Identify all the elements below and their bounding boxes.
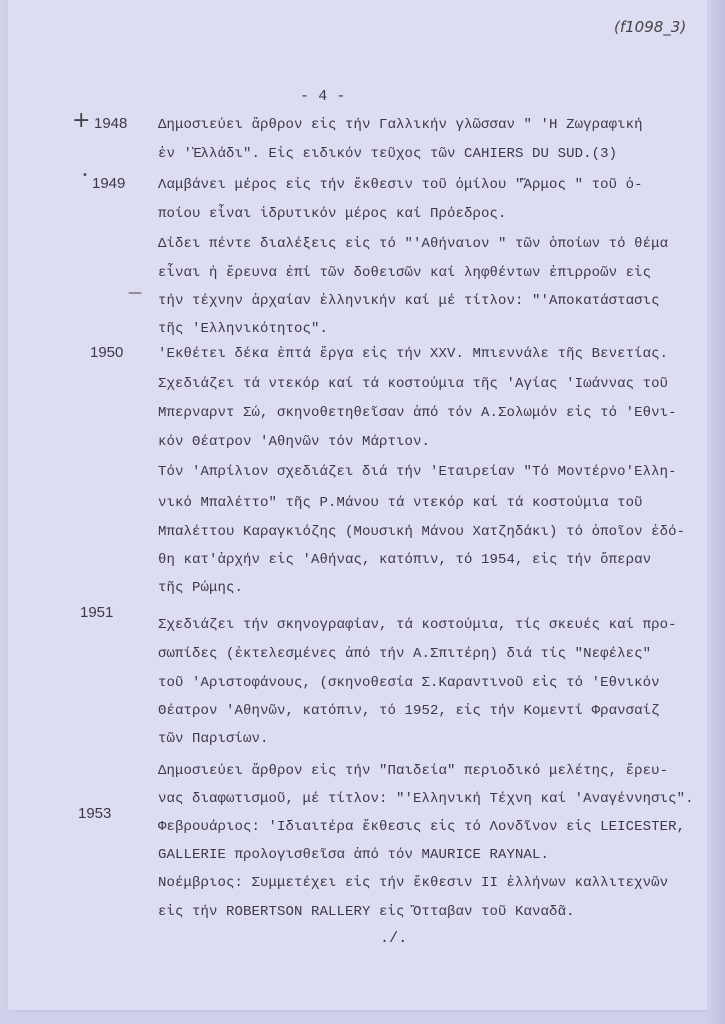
page-number: - 4 - [300, 88, 346, 105]
text-line: Μπερναρντ Σώ, σκηνοθετηθεῖσαν ἀπό τόν Α.Σολωμόν εἰς τό 'Εθνι- [158, 405, 677, 421]
text-line: Δημοσιεύει ἄρθρον εἰς τήν Γαλλικήν γλῶσσαν " 'Η Ζωγραφική [158, 117, 643, 133]
text-line: Νοέμβριος: Συμμετέχει εἰς τήν ἔκθεσιν II ἑλλήνων καλλιτεχνῶν [158, 875, 669, 891]
year-1948: 1948 [94, 115, 128, 132]
text-line: ποίου εἶναι ἱδρυτικόν μέρος καί Πρόεδρος. [158, 206, 507, 222]
dash-mark: — [128, 285, 142, 301]
text-line: Σχεδιάζει τήν σκηνογραφίαν, τά κοστούμια, τίς σκευές καί προ- [158, 617, 677, 633]
text-line: τῆς 'Ελληνικότητος". [158, 321, 329, 337]
text-line: τῶν Παρισίων. [158, 731, 269, 747]
text-line: Τόν 'Απρίλιον σχεδιάζει διά τήν 'Εταιρείαν "Τό Μοντέρνο'Ελλη- [158, 464, 677, 480]
text-line: Δίδει πέντε διαλέξεις εἰς τό "'Αθήναιον " τῶν ὁποίων τό θέμα [158, 236, 669, 252]
text-line: GALLERIE προλογισθεῖσα ἀπό τόν MAURICE RAYNAL. [158, 847, 550, 863]
text-line: νας διαφωτισμοῦ, μέ τίτλον: "'Ελληνική Τέχνη καί 'Αναγέννησις". [158, 791, 694, 807]
text-line: Θέατρον 'Αθηνῶν, κατόπιν, τό 1952, εἰς τήν Κομεντί Φρανσαίζ [158, 703, 660, 719]
dot-mark: • [82, 170, 88, 181]
text-line: τῆς Ρώμης. [158, 580, 244, 596]
text-line: ἐν 'Ἑλλάδι". Εἰς ειδικόν τεῦχος τῶν CAHIERS DU SUD.(3) [158, 146, 618, 162]
text-line: κόν Θέατρον 'Αθηνῶν τόν Μάρτιον. [158, 434, 431, 450]
text-line: Δημοσιεύει ἄρθρον εἰς τήν "Παιδεία" περιοδικό μελέτης, ἔρευ- [158, 763, 669, 779]
text-line: τοῦ 'Αριστοφάνους, (σκηνοθεσία Σ.Καραντινοῦ εἰς τό 'Εθνικόν [158, 675, 660, 691]
text-line: Μπαλέττου Καραγκιόζης (Μουσική Μάνου Χατζηδάκι) τό ὁποῖον ἐδό- [158, 524, 686, 540]
text-line: Σχεδιάζει τά ντεκόρ καί τά κοστούμια τῆς 'Αγίας 'Ιωάννας τοῦ [158, 376, 669, 392]
year-1953: 1953 [78, 805, 112, 822]
year-1951: 1951 [80, 604, 114, 621]
end-mark: ./. [380, 930, 408, 947]
text-line: εἶναι ἡ ἔρευνα ἐπί τῶν δοθεισῶν καί ληφθέντων ἐπιρροῶν εἰς [158, 265, 652, 281]
page-edge [707, 0, 725, 1024]
text-line: 'Εκθέτει δέκα ἑπτά ἔργα εἰς τήν XXV. Μπιεννάλε τῆς Βενετίας. [158, 346, 669, 362]
text-line: θη κατ'ἀρχήν εἰς 'Αθήνας, κατόπιν, τό 1954, εἰς τήν ὄπεραν [158, 552, 652, 568]
year-1950: 1950 [90, 344, 124, 361]
text-line: νικό Μπαλέττο" τῆς Ρ.Μάνου τά ντεκόρ καί τά κοστούμια τοῦ [158, 495, 643, 511]
text-line: Φεβρουάριος: 'Ιδιαιτέρα ἔκθεσις εἰς τό Λονδῖνον εἰς LEICESTER, [158, 819, 686, 835]
archive-reference: (f1098_3) [614, 18, 687, 36]
year-1949: 1949 [92, 175, 126, 192]
text-line: σωπίδες (ἐκτελεσμένες ἀπό τήν Α.Σπιτέρη) διά τίς "Νεφέλες" [158, 646, 652, 662]
text-line: τήν τέχνην ἀρχαίαν ἑλληνικήν καί μέ τίτλον: "'Αποκατάστασις [158, 293, 660, 309]
cross-mark: + [72, 108, 91, 133]
text-line: Λαμβάνει μέρος εἰς τήν ἔκθεσιν τοῦ ὁμίλου "Ἅρμος " τοῦ ὁ- [158, 177, 643, 193]
text-line: εἰς τήν ROBERTSON RALLERY εἰς Ὄτταβαν τοῦ Καναδᾶ. [158, 904, 575, 920]
